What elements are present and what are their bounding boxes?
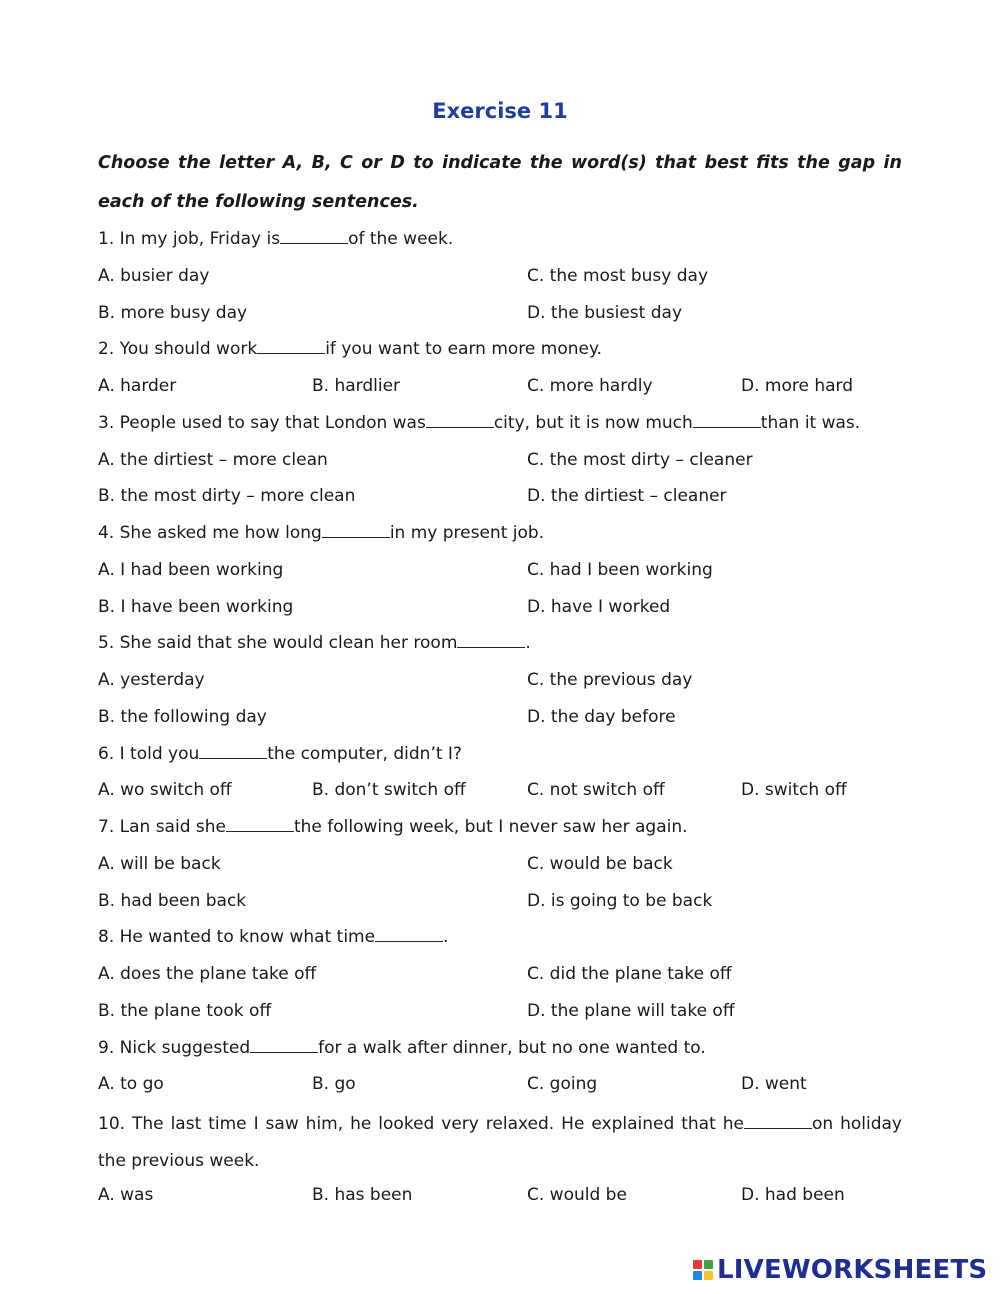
question-text: of the week. <box>348 229 454 249</box>
answer-option[interactable]: B. I have been working <box>98 596 294 617</box>
question-text: than it was. <box>760 412 861 433</box>
answer-option[interactable]: D. more hard <box>741 376 854 396</box>
question-text: if you want to earn more money. <box>325 339 603 360</box>
question-stem <box>98 334 902 371</box>
answer-option[interactable]: D. have I worked <box>527 596 671 617</box>
answer-option[interactable]: A. busier day <box>98 265 210 286</box>
answer-option[interactable]: C. going <box>527 1074 598 1095</box>
answer-blank[interactable] <box>375 922 443 942</box>
logo-square <box>704 1260 713 1269</box>
option-row <box>98 849 902 886</box>
question-text: for a walk after dinner, but no one wanted to. <box>318 1037 706 1058</box>
answer-option[interactable]: D. the plane will take off <box>527 1000 735 1021</box>
question-text: 7. Lan said she <box>98 817 226 837</box>
answer-blank[interactable] <box>322 518 390 538</box>
question-stem <box>98 812 902 849</box>
answer-option[interactable]: A. does the plane take off <box>98 964 317 984</box>
answer-option[interactable]: C. would be back <box>527 853 673 874</box>
answer-blank[interactable] <box>250 1033 318 1053</box>
option-row <box>98 592 902 629</box>
question-text: . <box>525 633 531 654</box>
answer-option[interactable]: C. did the plane take off <box>527 964 732 984</box>
option-row <box>98 481 902 518</box>
answer-blank[interactable] <box>199 739 267 759</box>
answer-option[interactable]: A. was <box>98 1185 154 1205</box>
option-row <box>98 1069 902 1106</box>
option-row <box>98 261 902 298</box>
logo-square <box>693 1260 702 1269</box>
question-list <box>98 224 902 1217</box>
answer-option[interactable]: D. had been <box>741 1185 845 1205</box>
liveworksheets-logo <box>693 1254 989 1286</box>
option-row <box>98 996 902 1033</box>
question-text: 1. In my job, Friday is <box>98 229 281 249</box>
answer-option[interactable]: D. switch off <box>741 780 847 801</box>
answer-option[interactable]: C. would be <box>527 1185 627 1205</box>
answer-option[interactable]: B. the following day <box>98 706 267 727</box>
answer-option[interactable]: D. went <box>741 1074 807 1095</box>
option-row <box>98 555 902 592</box>
question-stem <box>98 224 902 261</box>
question-text: in my present job. <box>389 523 545 543</box>
question-text: 4. She asked me how long <box>98 523 322 543</box>
question-stem <box>98 739 902 776</box>
answer-blank[interactable] <box>457 628 525 648</box>
answer-option[interactable]: D. the dirtiest – cleaner <box>527 486 727 507</box>
answer-option[interactable]: B. the plane took off <box>98 1000 272 1021</box>
logo-text: LIVEWORKSHEETS <box>717 1255 988 1285</box>
question-text: 5. She said that she would clean her room <box>98 633 458 654</box>
question-stem <box>98 922 902 959</box>
option-row <box>98 886 902 923</box>
logo-square <box>704 1271 713 1280</box>
answer-blank[interactable] <box>693 408 761 428</box>
answer-option[interactable]: C. the previous day <box>527 670 693 690</box>
answer-option[interactable]: C. not switch off <box>527 780 665 801</box>
question-text: city, but it is now much <box>493 412 693 433</box>
option-row <box>98 702 902 739</box>
question-stem <box>98 408 902 445</box>
option-row <box>98 298 902 335</box>
answer-option[interactable]: C. the most dirty – cleaner <box>527 449 753 470</box>
answer-option[interactable]: C. the most busy day <box>527 265 709 286</box>
option-row <box>98 371 902 408</box>
answer-option[interactable]: B. has been <box>312 1185 413 1205</box>
answer-blank[interactable] <box>744 1109 812 1129</box>
question-text: . <box>443 927 449 948</box>
answer-option[interactable]: B. hardlier <box>312 376 401 396</box>
question-text: 2. You should work <box>98 339 258 360</box>
answer-blank[interactable] <box>426 408 494 428</box>
option-row <box>98 775 902 812</box>
answer-option[interactable]: A. will be back <box>98 853 221 874</box>
answer-option[interactable]: B. more busy day <box>98 302 248 323</box>
answer-blank[interactable] <box>257 334 325 354</box>
option-row <box>98 959 902 996</box>
answer-option[interactable]: C. had I been working <box>527 559 713 580</box>
answer-option[interactable]: D. the day before <box>527 706 676 727</box>
option-row <box>98 1180 902 1217</box>
instruction-text: Choose the letter A, B, C or D to indicate the word(s) that best fits the gap in each of the following sentences. <box>98 153 902 212</box>
answer-option[interactable]: C. more hardly <box>527 376 653 396</box>
answer-blank[interactable] <box>226 812 294 832</box>
exercise-title: Exercise 11 <box>432 99 568 123</box>
option-row <box>98 445 902 482</box>
question-text: the following week, but I never saw her again. <box>293 817 688 837</box>
option-row <box>98 665 902 702</box>
question-stem <box>98 1106 902 1180</box>
liveworksheets-icon <box>693 1260 713 1280</box>
logo-square <box>693 1271 702 1280</box>
question-text: on holiday the previous week. <box>98 1114 902 1171</box>
answer-option[interactable]: A. yesterday <box>98 670 205 690</box>
answer-option[interactable]: A. to go <box>98 1074 164 1095</box>
answer-option[interactable]: B. don’t switch off <box>312 780 466 801</box>
answer-option[interactable]: B. had been back <box>98 890 247 911</box>
question-text: 9. Nick suggested <box>98 1037 251 1058</box>
answer-option[interactable]: A. harder <box>98 376 177 396</box>
answer-blank[interactable] <box>280 224 348 244</box>
answer-option[interactable]: A. the dirtiest – more clean <box>98 449 328 470</box>
question-stem <box>98 1033 902 1070</box>
question-text: 6. I told you <box>98 743 200 764</box>
answer-option[interactable]: B. the most dirty – more clean <box>98 486 356 507</box>
question-text: 3. People used to say that London was <box>98 412 426 433</box>
answer-option[interactable]: A. wo switch off <box>98 780 232 801</box>
answer-option[interactable]: D. is going to be back <box>527 890 713 911</box>
answer-option[interactable]: B. go <box>312 1074 356 1095</box>
question-text: 10. The last time I saw him, he looked very relaxed. He explained that he <box>98 1114 744 1134</box>
answer-option[interactable]: D. the busiest day <box>527 302 683 323</box>
answer-option[interactable]: A. I had been working <box>98 559 284 580</box>
question-text: 8. He wanted to know what time <box>98 927 376 948</box>
question-stem <box>98 628 902 665</box>
question-stem <box>98 518 902 555</box>
question-text: the computer, didn’t I? <box>267 743 462 764</box>
